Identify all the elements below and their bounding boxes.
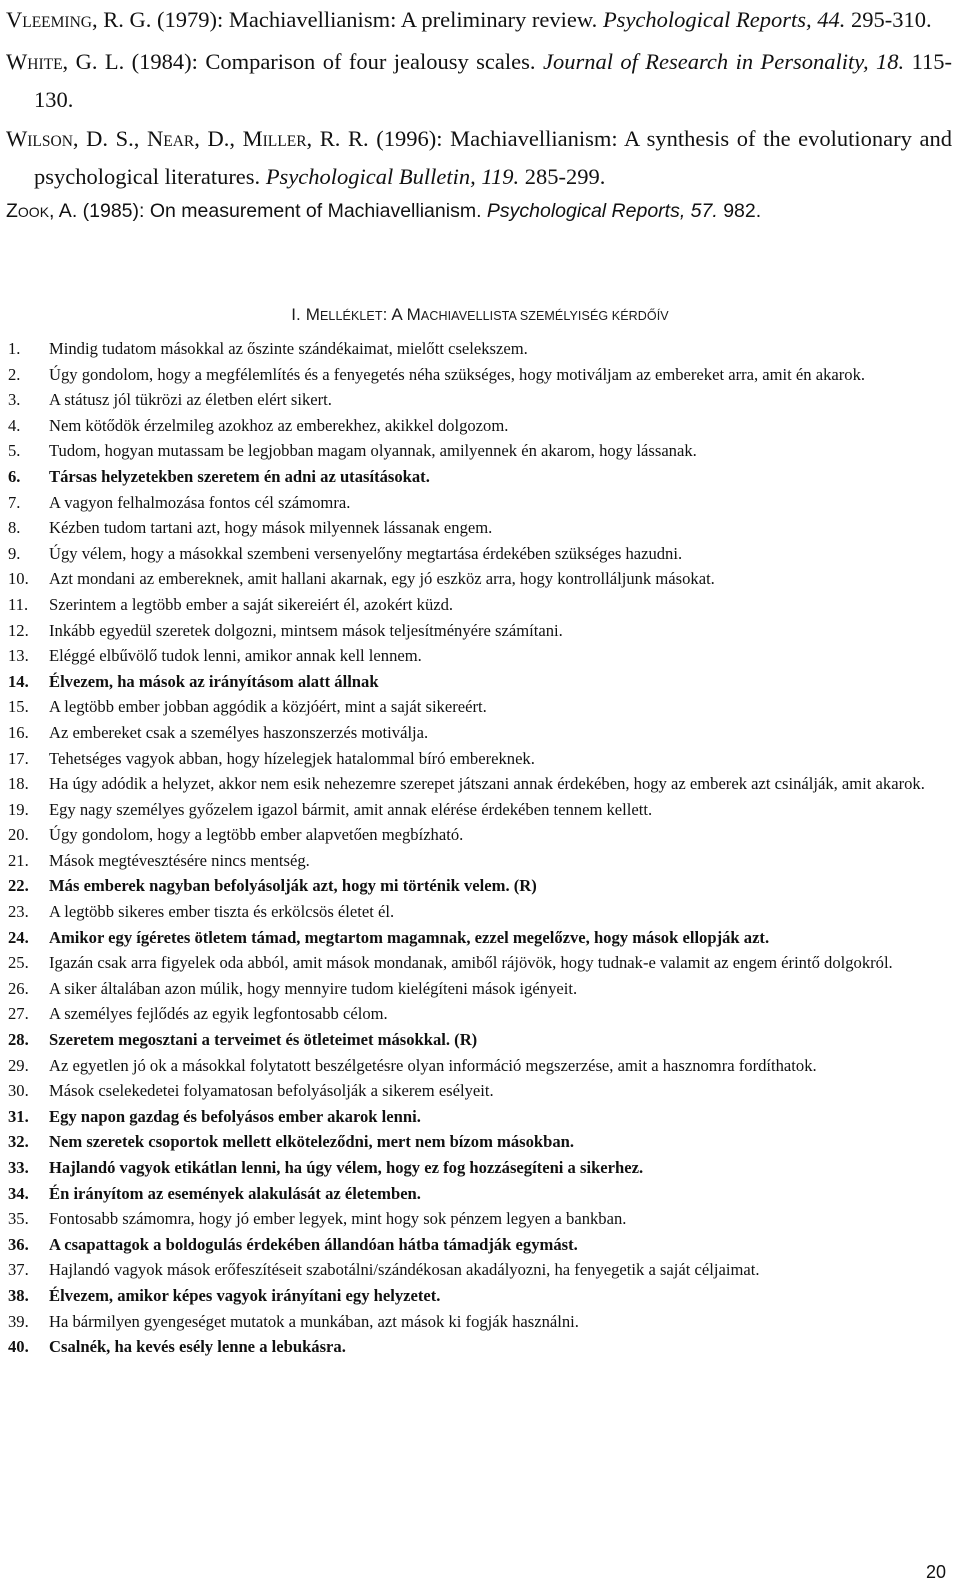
questionnaire-item: 39. Ha bármilyen gyengeséget mutatok a munkában, azt mások ki fogják használni. xyxy=(8,1311,579,1331)
questionnaire-item: 23. A legtöbb sikeres ember tiszta és erkölcsös életet él. xyxy=(8,902,395,922)
page-number: 20 xyxy=(925,1562,946,1582)
questionnaire-item: 1. Mindig tudatom másokkal az őszinte szándékaimat, mielőtt cselekszem. xyxy=(8,339,528,358)
questionnaire-item: 9. Úgy vélem, hogy a másokkal szembeni versenyelőny megtartása érdekében szükséges hazudni. xyxy=(8,543,683,563)
questionnaire-item: 22. Más emberek nagyban befolyásolják azt, hogy mi történik velem. (R) xyxy=(8,876,537,896)
questionnaire-item: 12. Inkább egyedül szeretek dolgozni, mintsem mások teljesítményére számítani. xyxy=(8,620,563,640)
questionnaire-item: 31. Egy napon gazdag és befolyásos ember akarok lenni. xyxy=(8,1106,421,1126)
questionnaire-item: 5. Tudom, hogyan mutassam be legjobban magam olyannak, amilyennek én akarom, hogy lássanak. xyxy=(8,441,697,461)
questionnaire-item: 27. A személyes fejlődés az egyik legfontosabb célom. xyxy=(8,1004,388,1024)
appendix-title: I. MELLÉKLET: A MACHIAVELLISTA SZEMÉLYISÉG KÉRDŐÍV xyxy=(291,305,669,324)
questionnaire-items xyxy=(8,336,952,1360)
questionnaire-item: 35. Fontosabb számomra, hogy jó ember legyek, mint hogy sok pénzem legyen a bankban. xyxy=(8,1209,627,1229)
questionnaire-item: 2. Úgy gondolom, hogy a megfélemlítés és a fenyegetés néha szükséges, hogy motiváljam az embereket arra, amit én akarok. xyxy=(8,364,866,384)
questionnaire-item: 19. Egy nagy személyes győzelem igazol bármit, amit annak elérése érdekében tennem kellett. xyxy=(8,799,653,819)
questionnaire-item: 40. Csalnék, ha kevés esély lenne a lebukásra. xyxy=(8,1337,346,1357)
questionnaire-item: 18. Ha úgy adódik a helyzet, akkor nem esik nehezemre szerepet játszani annak érdekében, hogy az emberek azt csinálják, amit akarok. xyxy=(8,774,925,794)
questionnaire-item: 24. Amikor egy ígéretes ötletem támad, megtartom magamnak, ezzel megelőzve, hogy mások ellopják azt. xyxy=(8,927,770,947)
questionnaire-item: 30. Mások cselekedetei folyamatosan befolyásolják a sikerem esélyeit. xyxy=(8,1081,494,1101)
questionnaire-item: 16. Az embereket csak a személyes haszonszerzés motiválja. xyxy=(8,722,429,742)
questionnaire-item: 8. Kézben tudom tartani azt, hogy mások milyennek lássanak engem. xyxy=(8,518,493,538)
questionnaire-item: 33. Hajlandó vagyok etikátlan lenni, ha úgy vélem, hogy ez fog hozzásegíteni a sikerhez. xyxy=(8,1158,644,1177)
questionnaire-item: 17. Tehetséges vagyok abban, hogy hízelegjek hatalommal bíró embereknek. xyxy=(8,748,535,768)
questionnaire-item: 7. A vagyon felhalmozása fontos cél számomra. xyxy=(8,492,351,512)
questionnaire-item: 15. A legtöbb ember jobban aggódik a közjóért, mint a saját sikereért. xyxy=(8,697,487,717)
questionnaire-item: 26. A siker általában azon múlik, hogy mennyire tudom kielégíteni mások igényeit. xyxy=(8,978,578,998)
questionnaire-item: 36. A csapattagok a boldogulás érdekében állandóan hátba támadják egymást. xyxy=(8,1234,578,1254)
questionnaire-item: 11. Szerintem a legtöbb ember a saját sikereiért él, azokért küzd. xyxy=(8,594,454,614)
questionnaire-item: 6. Társas helyzetekben szeretem én adni az utasításokat. xyxy=(8,466,430,486)
reference-entry: WILSON, D. S., NEAR, D., MILLER, R. R. (1996): Machiavellianism: A synthesis of the evolutionary and psychological literatures. Psychological Bulletin, 119. 285-299. xyxy=(6,126,953,189)
reference-list xyxy=(6,2,952,230)
questionnaire-item: 10. Azt mondani az embereknek, amit hallani akarnak, egy jó eszköz arra, hogy kontrolláljunk másokat. xyxy=(8,569,715,589)
questionnaire-item: 32. Nem szeretek csoportok mellett elköteleződni, mert nem bízom másokban. xyxy=(8,1132,575,1152)
reference-entry: VLEEMING, R. G. (1979): Machiavellianism: A preliminary review. Psychological Reports, 44. 295-310. xyxy=(6,7,932,32)
questionnaire-item: 4. Nem kötődök érzelmileg azokhoz az emberekhez, akikkel dolgozom. xyxy=(8,415,509,435)
reference-entry: ZOOK, A. (1985): On measurement of Machiavellianism. Psychological Reports, 57. 982. xyxy=(6,200,762,222)
questionnaire-item: 28. Szeretem megosztani a terveimet és ötleteimet másokkal. (R) xyxy=(8,1030,478,1050)
questionnaire-item: 38. Élvezem, amikor képes vagyok irányítani egy helyzetet. xyxy=(8,1285,441,1305)
questionnaire-item: 13. Eléggé elbűvölő tudok lenni, amikor annak kell lennem. xyxy=(8,646,422,666)
questionnaire-item: 34. Én irányítom az események alakulását az életemben. xyxy=(8,1183,421,1203)
questionnaire-item: 25. Igazán csak arra figyelek oda abból, amit mások mondanak, amiből rájövök, hogy tudnak-e valamit az engem érintő dolgokról. xyxy=(8,953,893,973)
reference-entry: WHITE, G. L. (1984): Comparison of four jealousy scales. Journal of Research in Personality, 18. 115-130. xyxy=(6,49,952,112)
questionnaire-item: 20. Úgy gondolom, hogy a legtöbb ember alapvetően megbízható. xyxy=(8,825,464,845)
questionnaire-item: 37. Hajlandó vagyok mások erőfeszítéseit szabotálni/szándékosan akadályozni, ha fenyegetik a saját céljaimat. xyxy=(8,1260,760,1280)
questionnaire-item: 29. Az egyetlen jó ok a másokkal folytatott beszélgetésre olyan információ megszerzése, amit a hasznomra fordíthatok. xyxy=(8,1055,817,1075)
questionnaire-item: 21. Mások megtévesztésére nincs mentség. xyxy=(8,850,310,870)
questionnaire-item: 14. Élvezem, ha mások az irányításom alatt állnak xyxy=(8,671,379,691)
questionnaire-item: 3. A státusz jól tükrözi az életben elért sikert. xyxy=(8,390,332,410)
